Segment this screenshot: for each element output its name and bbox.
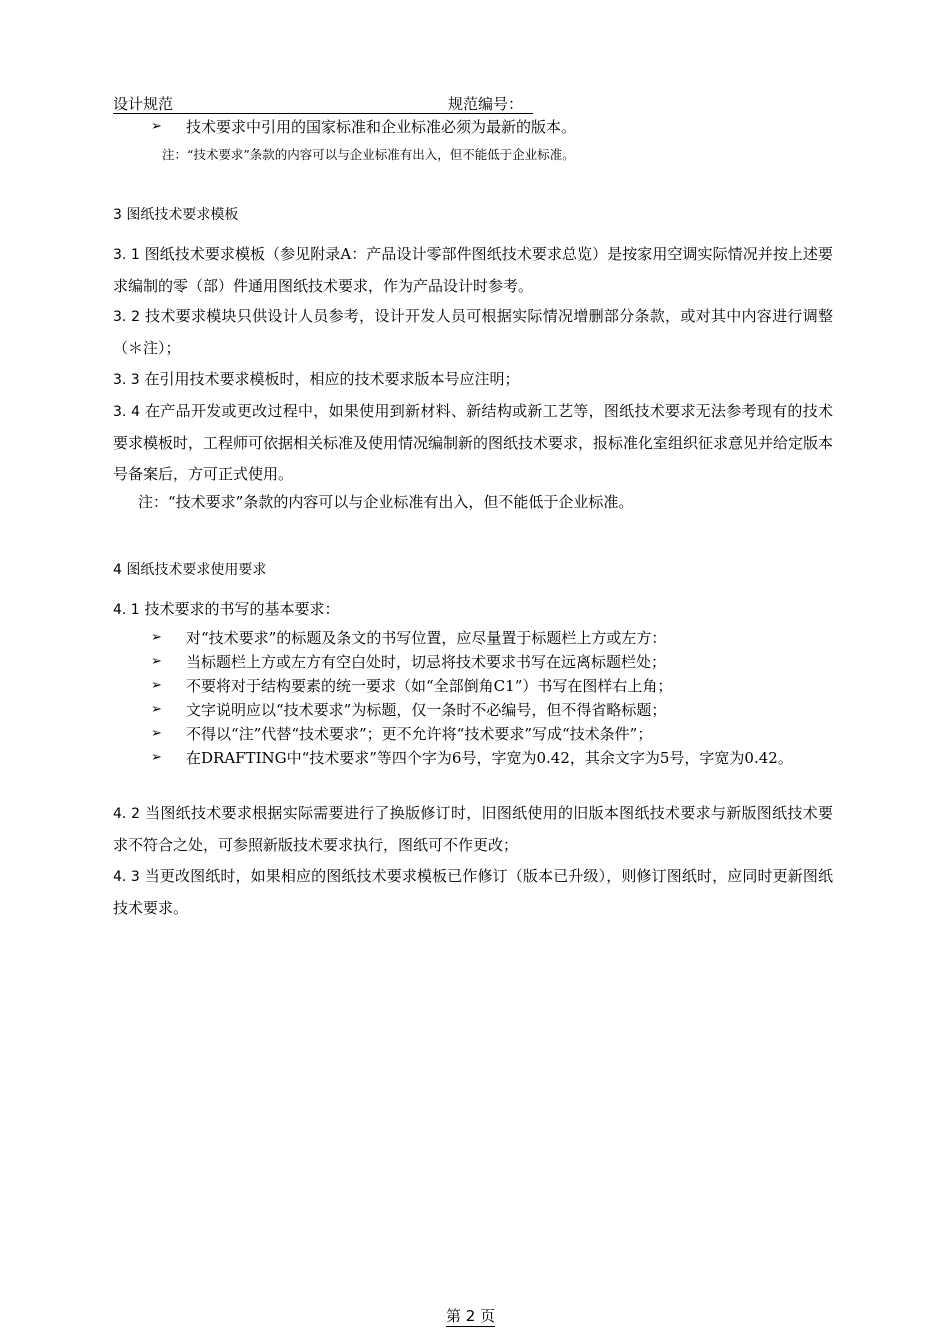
arrow-bullet-icon: ➢ (151, 630, 162, 645)
item-number: 4. 1 (113, 602, 140, 618)
section3-item-3 (113, 364, 833, 396)
item-text: 技术要求的书写的基本要求： (144, 600, 340, 618)
header-code-label: 规范编号： (448, 95, 524, 113)
section3-item-4 (113, 396, 833, 490)
section4-item-1 (113, 594, 833, 626)
item-text: 图纸技术要求模板（参见附录A：产品设计零部件图纸技术要求总览）是按家用空调实际情况并按上述要求编制的零（部）件通用图纸技术要求，作为产品设计时参考。 (113, 245, 833, 295)
list-item-text: 在DRAFTING中“技术要求”等四个字为6号，字宽为0.42，其余文字为5号，字宽为0.42。 (186, 749, 793, 767)
page-number: 第 2 页 (446, 1307, 496, 1325)
item-number: 3. 3 (113, 372, 140, 388)
list-item-text: 当标题栏上方或左方有空白处时，切忌将技术要求书写在远离标题栏处； (186, 653, 667, 671)
section3-item-2 (113, 301, 833, 364)
item-text: 当图纸技术要求根据实际需要进行了换版修订时，旧图纸使用的旧版本图纸技术要求与新版图纸技术要求不符合之处，可参照新版技术要求执行，图纸可不作更改； (113, 804, 833, 854)
item-number: 3. 4 (113, 404, 141, 420)
list-item-text: 文字说明应以“技术要求”为标题，仅一条时不必编号，但不得省略标题； (186, 701, 667, 719)
arrow-bullet-icon: ➢ (151, 750, 162, 765)
item-text: 在引用技术要求模板时，相应的技术要求版本号应注明； (144, 370, 520, 388)
arrow-bullet-icon: ➢ (151, 654, 162, 669)
section3-item-1 (113, 239, 833, 302)
top-bullet-text: 技术要求中引用的国家标准和企业标准必须为最新的版本。 (186, 118, 577, 136)
page-header (113, 94, 533, 114)
item-text: 技术要求模块只供设计人员参考，设计开发人员可根据实际情况增删部分条款，或对其中内容进行调整（＊注）； (113, 307, 833, 357)
item-text: 在产品开发或更改过程中，如果使用到新材料、新结构或新工艺等，图纸技术要求无法参考现有的技术要求模板时，工程师可依据相关标准及使用情况编制新的图纸技术要求，报标准化室组织征求意见并给定版本号备案后，方可正式使用。 (113, 402, 834, 483)
item-number: 3. 1 (113, 247, 140, 263)
section4-item-3 (113, 861, 833, 924)
item-text: 当更改图纸时，如果相应的图纸技术要求模板已作修订（版本已升级），则修订图纸时，应同时更新图纸技术要求。 (113, 867, 833, 917)
section3-note: 注：“技术要求”条款的内容可以与企业标准有出入，但不能低于企业标准。 (138, 493, 634, 511)
section4-heading: 4 图纸技术要求使用要求 (113, 562, 267, 578)
arrow-bullet-icon: ➢ (151, 119, 162, 134)
list-item-text: 不要将对于结构要素的统一要求（如“全部倒角C1”）书写在图样右上角； (186, 677, 673, 695)
section4-item-2 (113, 798, 833, 861)
list-item-text: 对“技术要求”的标题及条文的书写位置，应尽量置于标题栏上方或左方： (186, 629, 667, 647)
top-note: 注：“技术要求”条款的内容可以与企业标准有出入，但不能低于企业标准。 (162, 147, 575, 162)
arrow-bullet-icon: ➢ (151, 678, 162, 693)
list-item-text: 不得以“注”代替“技术要求”；更不允许将“技术要求”写成“技术条件”； (186, 725, 653, 743)
header-title: 设计规范 (113, 95, 174, 113)
arrow-bullet-icon: ➢ (151, 726, 162, 741)
item-number: 4. 2 (113, 806, 141, 822)
arrow-bullet-icon: ➢ (151, 702, 162, 717)
item-number: 4. 3 (113, 869, 140, 885)
item-number: 3. 2 (113, 309, 141, 325)
section3-heading: 3 图纸技术要求模板 (113, 207, 239, 223)
